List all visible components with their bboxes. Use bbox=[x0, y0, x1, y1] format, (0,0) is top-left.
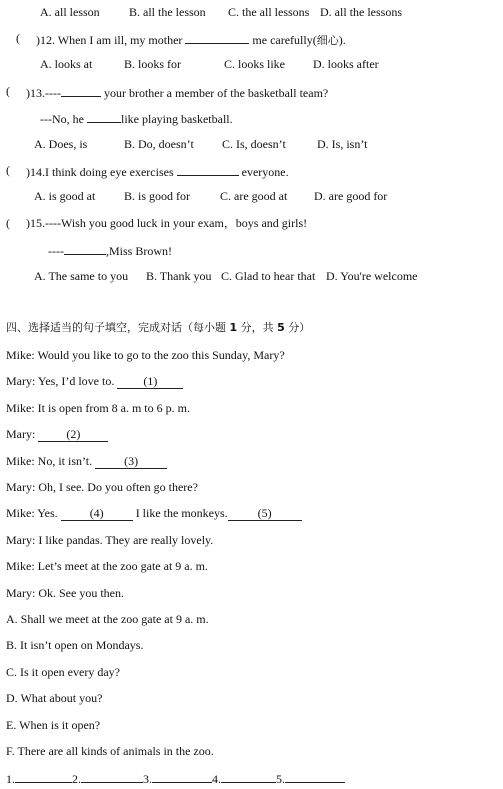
q13-option-b: B. Do, doesn’t bbox=[124, 137, 194, 151]
q12-cjk-gloss: 细心 bbox=[316, 34, 339, 47]
q12-question bbox=[36, 31, 346, 48]
q14-paren: ( bbox=[6, 163, 10, 177]
q13-stem: )13.---- bbox=[26, 86, 61, 100]
q15-option-c: C. Glad to hear that bbox=[221, 269, 316, 283]
dialogue-line-5 bbox=[6, 454, 167, 469]
answer-label-1: 1. bbox=[6, 772, 15, 786]
q14-blank[interactable] bbox=[177, 163, 239, 176]
choice-f: F. There are all kinds of animals in the zoo. bbox=[6, 744, 214, 758]
choice-e: E. When is it open? bbox=[6, 718, 101, 732]
dialogue-blank-2[interactable]: (2) bbox=[38, 427, 108, 442]
q13-option-a: A. Does, is bbox=[34, 137, 88, 151]
q15-reply: ---- bbox=[48, 244, 64, 258]
q15-option-b: B. Thank you bbox=[146, 269, 212, 283]
answer-blank-2[interactable] bbox=[81, 770, 143, 783]
q15-reply-end: ,Miss Brown! bbox=[105, 244, 172, 258]
q12-paren: ( bbox=[16, 31, 20, 45]
section-4-total: 5 bbox=[277, 321, 285, 334]
q14-option-a: A. is good at bbox=[34, 189, 96, 203]
dialogue-blank-5[interactable]: (5) bbox=[228, 506, 302, 521]
dialogue-line-6: Mary: Oh, I see. Do you often go there? bbox=[6, 480, 198, 494]
answer-blank-3[interactable] bbox=[152, 770, 212, 783]
q13-question bbox=[26, 84, 328, 100]
q13-blank-2[interactable] bbox=[87, 110, 121, 123]
q13-option-d: D. Is, isn’t bbox=[317, 137, 368, 151]
q15-paren: ( bbox=[6, 216, 10, 230]
dialogue-line-8: Mary: I like pandas. They are really lovely. bbox=[6, 533, 214, 547]
q11-option-c: C. the all lessons bbox=[228, 5, 310, 19]
dialogue-blank-3[interactable]: (3) bbox=[95, 454, 167, 469]
section-4-per-item: 1 bbox=[229, 321, 238, 334]
q15-question: )15.----Wish you good luck in your exam，boys and girls! bbox=[26, 216, 308, 230]
q12-blank[interactable] bbox=[185, 31, 249, 44]
q13-reply-end: like playing basketball. bbox=[120, 112, 233, 126]
dialogue-line-7-text: Mike: Yes. bbox=[6, 506, 58, 520]
dialogue-line-2-text: Mary: Yes, I’d love to. bbox=[6, 374, 115, 388]
q15-blank[interactable] bbox=[64, 242, 106, 255]
q11-option-d: D. all the lessons bbox=[320, 5, 402, 19]
q12-stem: )12. When I am ill, my mother bbox=[36, 33, 183, 47]
answer-blank-1[interactable] bbox=[15, 770, 72, 783]
answer-line bbox=[6, 770, 345, 786]
section-4-heading bbox=[6, 321, 310, 335]
choice-d: D. What about you? bbox=[6, 691, 103, 705]
dialogue-line-5-text: Mike: No, it isn’t. bbox=[6, 454, 93, 468]
dialogue-line-4-text: Mary: bbox=[6, 427, 36, 441]
q13-stem-end: your brother a member of the basketball team? bbox=[103, 86, 329, 100]
q14-option-c: C. are good at bbox=[220, 189, 288, 203]
section-4-prefix: 四、选择适当的句子填空，完成对话（每小题 bbox=[6, 321, 230, 334]
q14-question bbox=[26, 163, 289, 179]
q15-line2 bbox=[48, 242, 172, 258]
q12-option-d: D. looks after bbox=[313, 57, 379, 71]
dialogue-line-4 bbox=[6, 427, 108, 442]
dialogue-blank-1[interactable]: (1) bbox=[117, 374, 183, 389]
q15-option-a: A. The same to you bbox=[34, 269, 129, 283]
dialogue-line-2 bbox=[6, 374, 183, 389]
q12-option-c: C. looks like bbox=[224, 57, 286, 71]
q14-stem-end: everyone. bbox=[241, 165, 289, 179]
dialogue-blank-4[interactable]: (4) bbox=[61, 506, 133, 521]
q12-close: ). bbox=[338, 33, 346, 47]
dialogue-line-7 bbox=[6, 506, 302, 521]
q12-option-b: B. looks for bbox=[124, 57, 181, 71]
q13-paren: ( bbox=[6, 84, 10, 98]
dialogue-line-9: Mike: Let’s meet at the zoo gate at 9 a. m. bbox=[6, 559, 208, 573]
q13-option-c: C. Is, doesn’t bbox=[222, 137, 286, 151]
section-4-suffix: 分） bbox=[284, 321, 311, 334]
answer-label-5: 5. bbox=[276, 772, 285, 786]
q13-reply: ---No, he bbox=[40, 112, 84, 126]
answer-label-4: 4. bbox=[212, 772, 221, 786]
q14-option-b: B. is good for bbox=[124, 189, 190, 203]
q12-option-a: A. looks at bbox=[40, 57, 93, 71]
dialogue-line-10: Mary: Ok. See you then. bbox=[6, 586, 124, 600]
answer-blank-5[interactable] bbox=[285, 770, 345, 783]
q12-stem-end: me carefully( bbox=[252, 33, 317, 47]
answer-label-2: 2. bbox=[72, 772, 81, 786]
q11-option-b: B. all the lesson bbox=[129, 5, 206, 19]
dialogue-line-7-text-2: I like the monkeys. bbox=[135, 506, 228, 520]
q13-blank-1[interactable] bbox=[61, 84, 101, 97]
q13-line2 bbox=[40, 110, 233, 126]
dialogue-line-1: Mike: Would you like to go to the zoo this Sunday, Mary? bbox=[6, 348, 285, 362]
q14-option-d: D. are good for bbox=[314, 189, 388, 203]
answer-blank-4[interactable] bbox=[221, 770, 276, 783]
section-4-mid: 分，共 bbox=[237, 321, 278, 334]
answer-label-3: 3. bbox=[143, 772, 152, 786]
choice-b: B. It isn’t open on Mondays. bbox=[6, 638, 144, 652]
choice-c: C. Is it open every day? bbox=[6, 665, 120, 679]
dialogue-line-3: Mike: It is open from 8 a. m to 6 p. m. bbox=[6, 401, 190, 415]
q14-stem: )14.I think doing eye exercises bbox=[26, 165, 174, 179]
q11-option-a: A. all lesson bbox=[40, 5, 100, 19]
q15-option-d: D. You're welcome bbox=[326, 269, 418, 283]
choice-a: A. Shall we meet at the zoo gate at 9 a. m. bbox=[6, 612, 209, 626]
